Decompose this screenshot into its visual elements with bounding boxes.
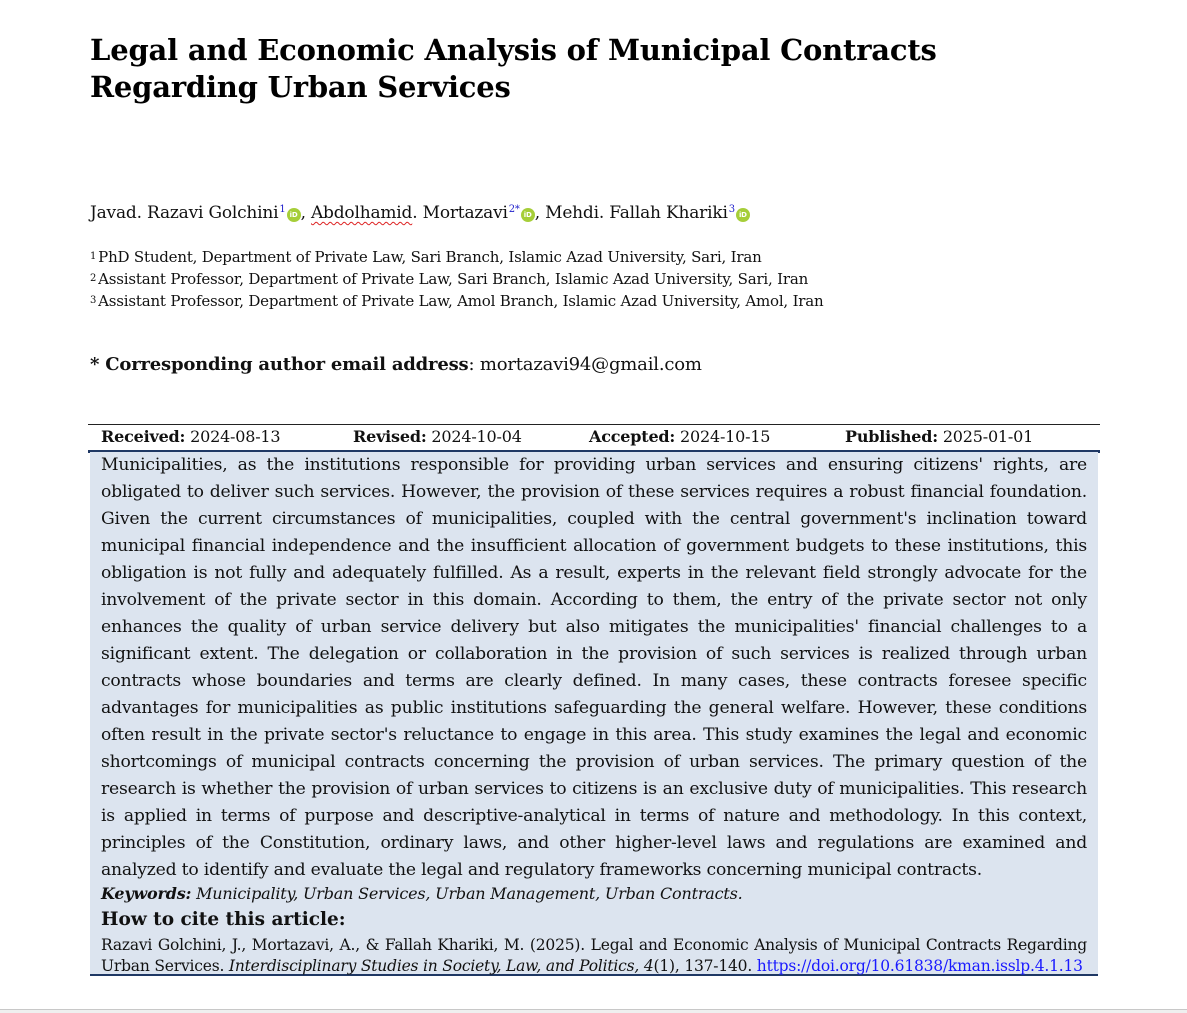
citation-journal: Interdisciplinary Studies in Society, Law, and Politics, 4 [228, 957, 654, 975]
date-accepted [589, 425, 770, 449]
article-dates [88, 424, 1100, 453]
date-value: 2024-08-13 [185, 427, 281, 446]
author-name: Mehdi. Fallah Khariki [545, 203, 728, 223]
author-name: Javad. Razavi Golchini [90, 203, 279, 223]
date-revised [353, 425, 522, 449]
affiliation-list [90, 246, 823, 312]
date-label: Received: [101, 427, 186, 446]
doi-link[interactable]: https://doi.org/10.61838/kman.isslp.4.1.13 [756, 957, 1083, 975]
author-affiliation-mark: 3 [728, 204, 735, 215]
affiliation-text: PhD Student, Department of Private Law, Sari Branch, Islamic Azad University, Sari, Iran [98, 248, 762, 266]
corresponding-separator: : [468, 354, 480, 375]
date-value: 2025-01-01 [937, 427, 1034, 446]
keywords-text: Municipality, Urban Services, Urban Management, Urban Contracts. [191, 884, 743, 903]
date-label: Accepted: [589, 427, 676, 446]
affiliation-number: 3 [90, 295, 97, 306]
author-affiliation-mark: 1 [279, 204, 286, 215]
orcid-icon[interactable]: iD [287, 208, 301, 222]
orcid-icon[interactable]: iD [736, 208, 750, 222]
abstract-text: Municipalities, as the institutions responsible for providing urban services and ensuring citizens' rights, are obligated to deliver such services. However, the provision of these services requires a robust financial foundation. Given the current circumstances of municipalities, coupled with the central government's inclination toward municipal financial independence and the insufficient allocation of government budgets to these institutions, this obligation is not fully and adequately fulfilled. As a result, experts in the relevant field strongly advocate for the involvement of the private sector in this domain. According to them, the entry of the private sector not only enhances the quality of urban service delivery but also mitigates the municipalities' financial challenges to a significant extent. The delegation or collaboration in the provision of such services is realized through urban contracts whose boundaries and terms are clearly defined. In many cases, these contracts foresee specific advantages for municipalities as public institutions safeguarding the general welfare. However, these conditions often result in the private sector's reluctance to engage in this area. This study examines the legal and economic shortcomings of municipal contracts concerning the provision of urban services. The primary question of the research is whether the provision of urban services to citizens is an exclusive duty of municipalities. This research is applied in terms of purpose and descriptive-analytical in terms of nature and methodology. In this context, principles of the Constitution, ordinary laws, and other higher-level laws and regulations are examined and analyzed to identify and evaluate the legal and regulatory frameworks concerning municipal contracts. [101, 455, 1087, 880]
affiliation-item [90, 246, 823, 268]
keywords-label: Keywords: [101, 884, 192, 903]
author-name-first: Abdolhamid [310, 203, 413, 223]
author-3[interactable] [545, 203, 750, 223]
page-bottom-edge [0, 1009, 1187, 1013]
date-value: 2024-10-15 [675, 427, 771, 446]
citation-issue: (1), 137-140. [653, 957, 757, 975]
affiliation-item [90, 290, 823, 312]
page-title: Legal and Economic Analysis of Municipal Contracts Regarding Urban Services [90, 33, 937, 104]
date-published [845, 425, 1033, 449]
corresponding-email[interactable]: mortazavi94@gmail.com [479, 354, 702, 375]
affiliation-number: 1 [90, 251, 97, 262]
affiliation-number: 2 [90, 273, 97, 284]
corresponding-author [90, 353, 702, 377]
author-name-rest: . Mortazavi [412, 203, 508, 223]
author-list [90, 199, 750, 224]
author-1[interactable] [90, 203, 301, 223]
affiliation-text: Assistant Professor, Department of Private Law, Amol Branch, Islamic Azad University, Amol, Iran [98, 292, 824, 310]
affiliation-text: Assistant Professor, Department of Private Law, Sari Branch, Islamic Azad University, Sari, Iran [98, 270, 809, 288]
affiliation-item [90, 268, 823, 290]
author-separator: , [534, 203, 546, 223]
abstract-box [90, 452, 1098, 976]
citation-authors: Razavi Golchini, J., Mortazavi, A., & Fallah Khariki, M. (2025). Legal and Economic Analysis of Municipal Contracts Regarding Urban Services. [101, 936, 1087, 975]
citation [101, 935, 1087, 977]
date-label: Revised: [353, 427, 427, 446]
author-separator: , [300, 203, 311, 223]
corresponding-label: * Corresponding author email address [90, 354, 469, 375]
date-value: 2024-10-04 [426, 427, 522, 446]
orcid-icon[interactable]: iD [521, 208, 535, 222]
date-label: Published: [845, 427, 938, 446]
date-received [101, 425, 280, 449]
keywords [101, 883, 743, 905]
cite-heading: How to cite this article: [101, 909, 346, 930]
author-affiliation-mark: 2* [508, 204, 520, 215]
author-2[interactable] [311, 203, 535, 223]
